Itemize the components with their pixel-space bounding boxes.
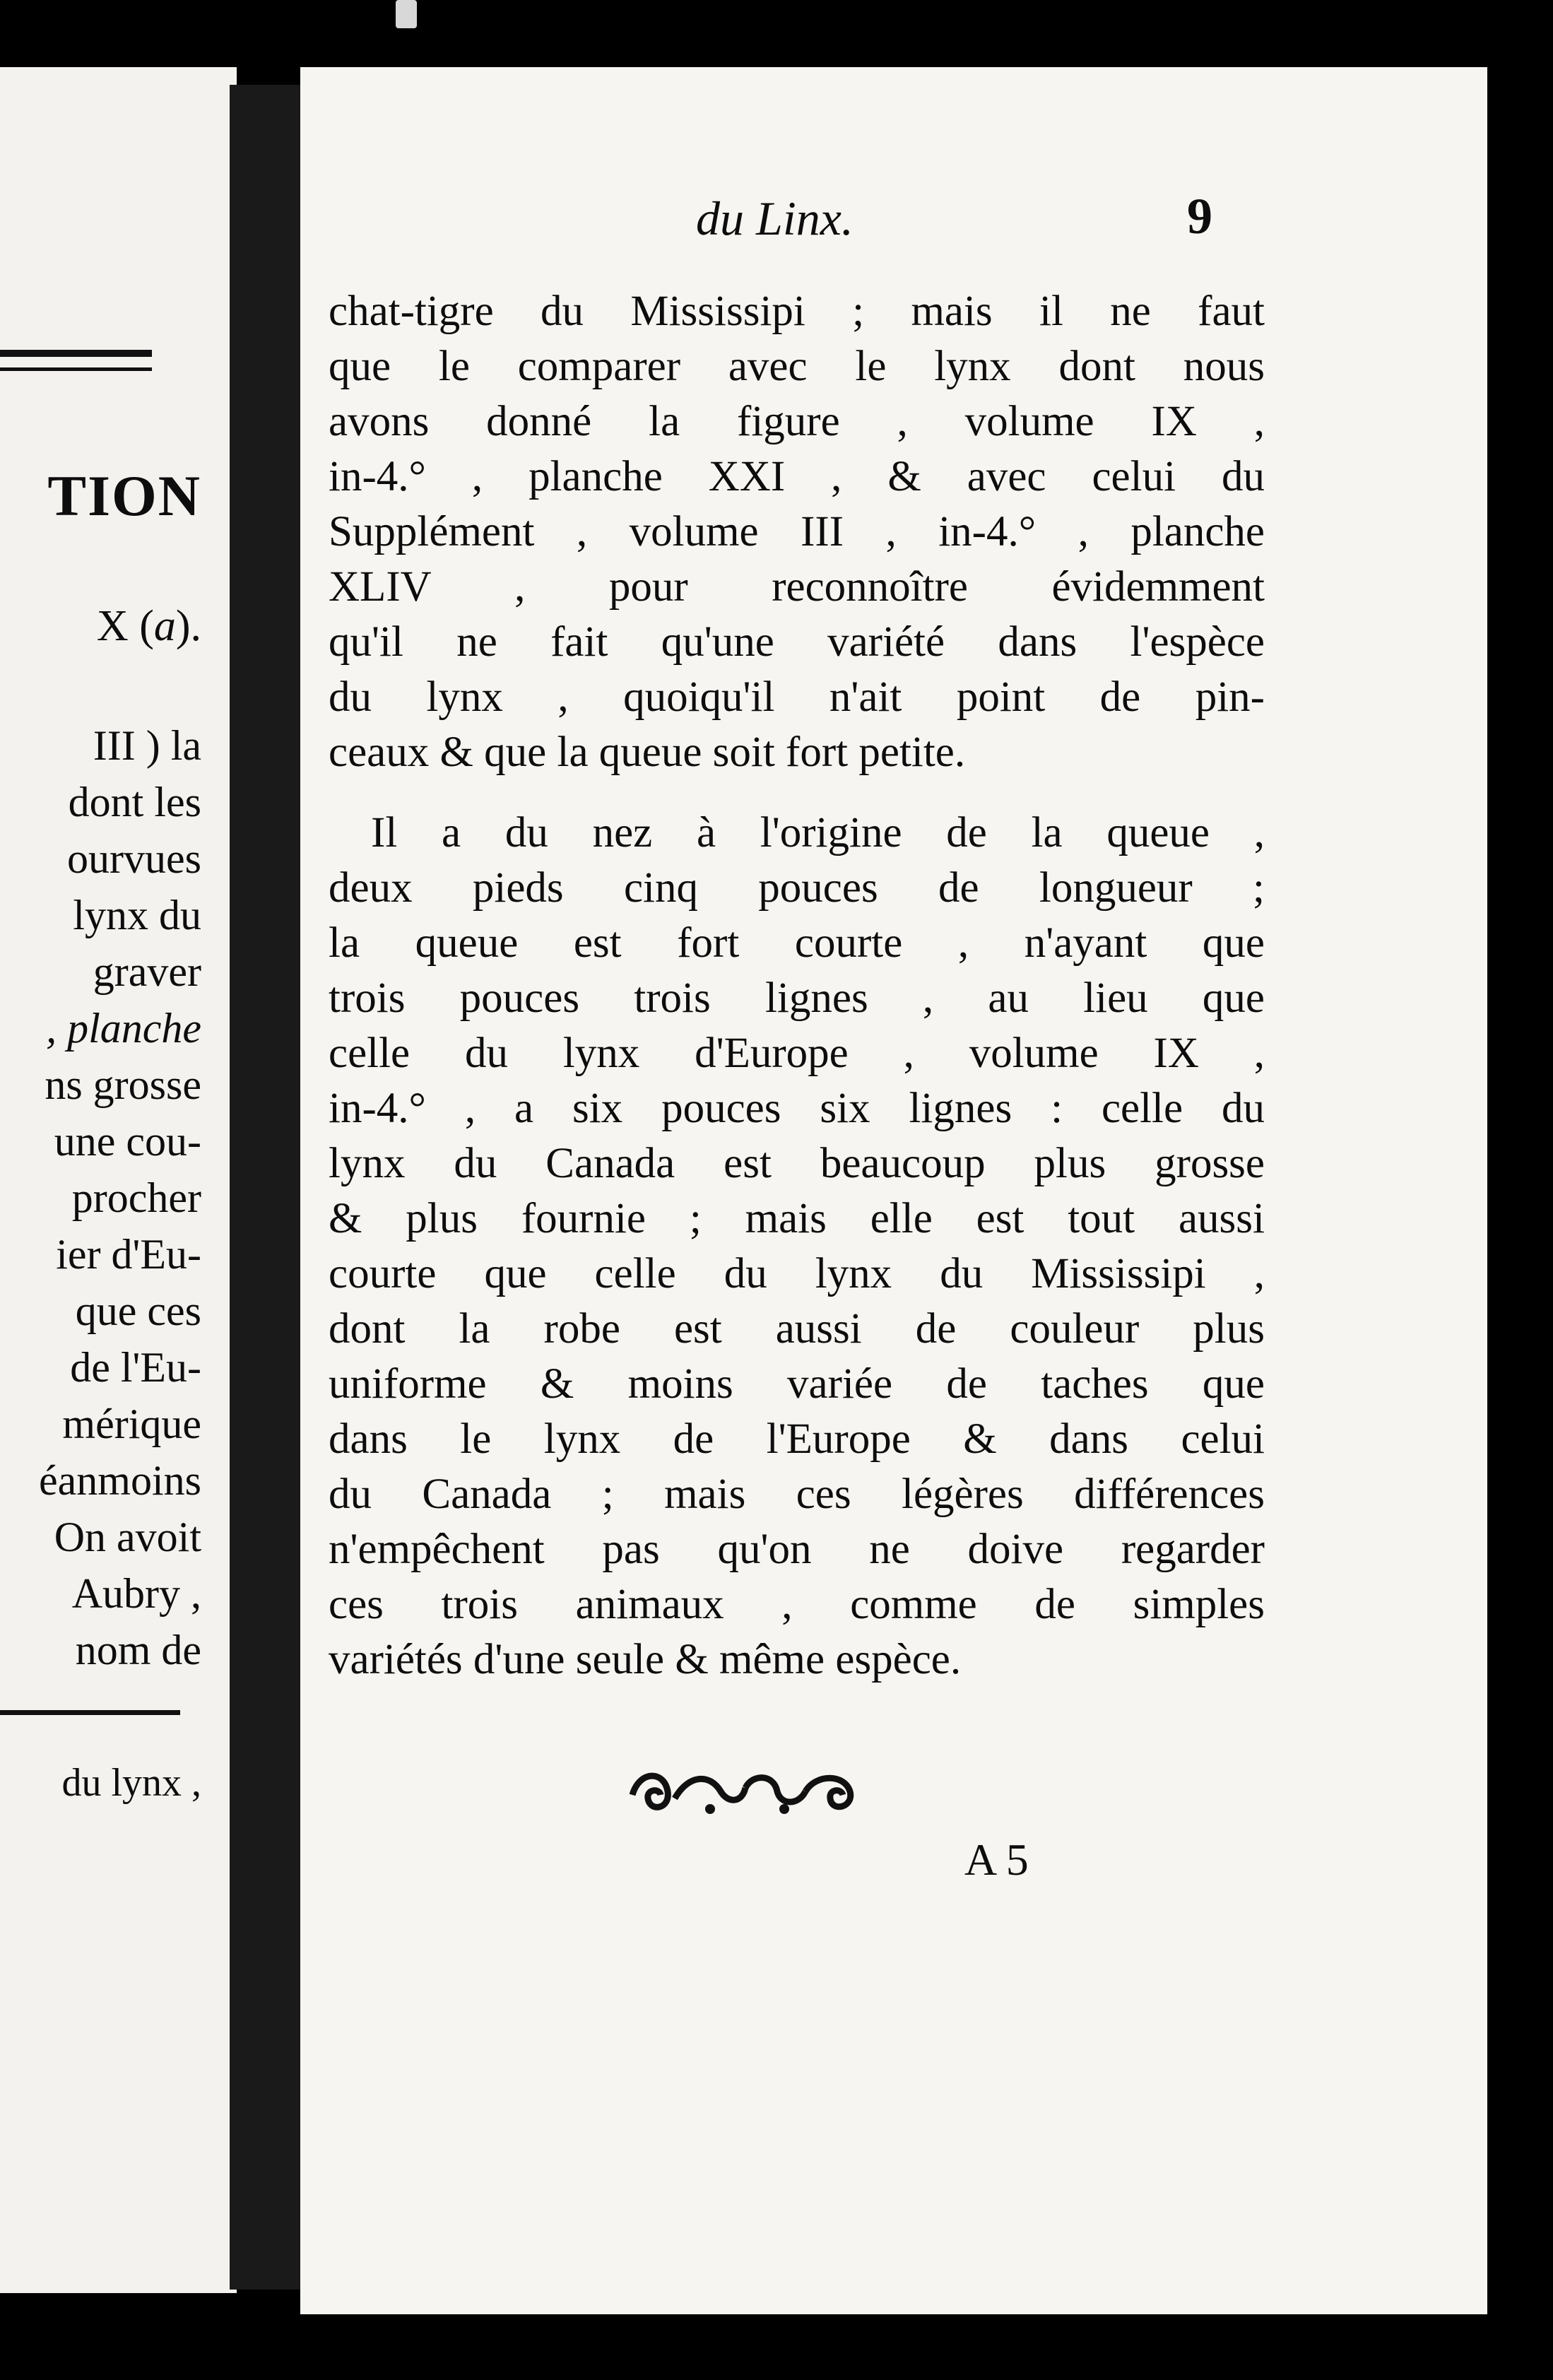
scan-artifact [396, 0, 417, 28]
body-line: Supplément , volume III , in-4.° , planche [329, 508, 1265, 555]
body-line: avons donné la figure , volume IX , [329, 398, 1265, 445]
left-rule-top-thin [0, 367, 152, 371]
body-line: courte que celle du lynx du Mississipi , [329, 1250, 1265, 1297]
body-line: variétés d'une seule & même espèce. [329, 1636, 962, 1683]
left-heading: TION [47, 464, 201, 528]
body-line: celle du lynx d'Europe , volume IX , [329, 1030, 1265, 1077]
left-line: dont les [68, 779, 201, 825]
body-line: ceaux & que la queue soit fort petite. [329, 729, 966, 776]
body-line: in-4.° , planche XXI , & avec celui du [329, 453, 1265, 500]
left-line: mérique [62, 1401, 201, 1447]
left-line: lynx du [73, 892, 201, 938]
footnote-rule [0, 1710, 180, 1715]
right-page [300, 67, 1487, 2314]
left-page [0, 67, 237, 2293]
left-line: graver [93, 948, 201, 995]
body-line: du lynx , quoiqu'il n'ait point de pin- [329, 673, 1265, 721]
left-line: procher [71, 1174, 201, 1221]
body-line: que le comparer avec le lynx dont nous [329, 343, 1265, 390]
left-line: ns grosse [45, 1061, 201, 1108]
left-line: ourvues [67, 835, 201, 882]
book-gutter [230, 85, 300, 2290]
body-line: qu'il ne fait qu'une variété dans l'espèce [329, 618, 1265, 666]
left-line: Aubry , [71, 1570, 201, 1617]
body-line: ces trois animaux , comme de simples [329, 1581, 1265, 1628]
body-line: deux pieds cinq pouces de longueur ; [329, 864, 1265, 912]
left-line: une cou- [54, 1118, 201, 1165]
left-line: ier d'Eu- [56, 1231, 201, 1278]
left-line: éanmoins [39, 1457, 201, 1504]
signature-mark: A 5 [964, 1834, 1029, 1885]
left-line: On avoit [54, 1514, 201, 1560]
left-line: que ces [75, 1288, 201, 1334]
body-line: uniforme & moins variée de taches que [329, 1360, 1265, 1408]
body-line: dont la robe est aussi de couleur plus [329, 1305, 1265, 1353]
body-line: chat-tigre du Mississipi ; mais il ne faut [329, 288, 1265, 335]
body-line: XLIV , pour reconnoître évidemment [329, 563, 1265, 611]
page-number: 9 [1187, 188, 1212, 245]
body-line: dans le lynx de l'Europe & dans celui [329, 1415, 1265, 1463]
left-line: nom de [75, 1627, 201, 1673]
left-footnote: du lynx , [61, 1761, 201, 1805]
running-head: du Linx. [696, 192, 854, 245]
body-line: trois pouces trois lignes , au lieu que [329, 974, 1265, 1022]
left-subheading: X (a). [96, 602, 201, 650]
left-line: de l'Eu- [70, 1344, 201, 1391]
body-line: lynx du Canada est beaucoup plus grosse [329, 1140, 1265, 1187]
printer-ornament-icon [625, 1760, 866, 1823]
body-line: du Canada ; mais ces légères différences [329, 1471, 1265, 1518]
body-line: n'empêchent pas qu'on ne doive regarder [329, 1526, 1265, 1573]
left-line: III ) la [93, 722, 201, 769]
left-line: , planche [46, 1005, 201, 1051]
body-line: & plus fournie ; mais elle est tout aussi [329, 1195, 1265, 1242]
body-line: Il a du nez à l'origine de la queue , [371, 809, 1265, 856]
left-rule-top [0, 350, 152, 357]
body-line: la queue est fort courte , n'ayant que [329, 919, 1265, 967]
body-line: in-4.° , a six pouces six lignes : celle du [329, 1085, 1265, 1132]
